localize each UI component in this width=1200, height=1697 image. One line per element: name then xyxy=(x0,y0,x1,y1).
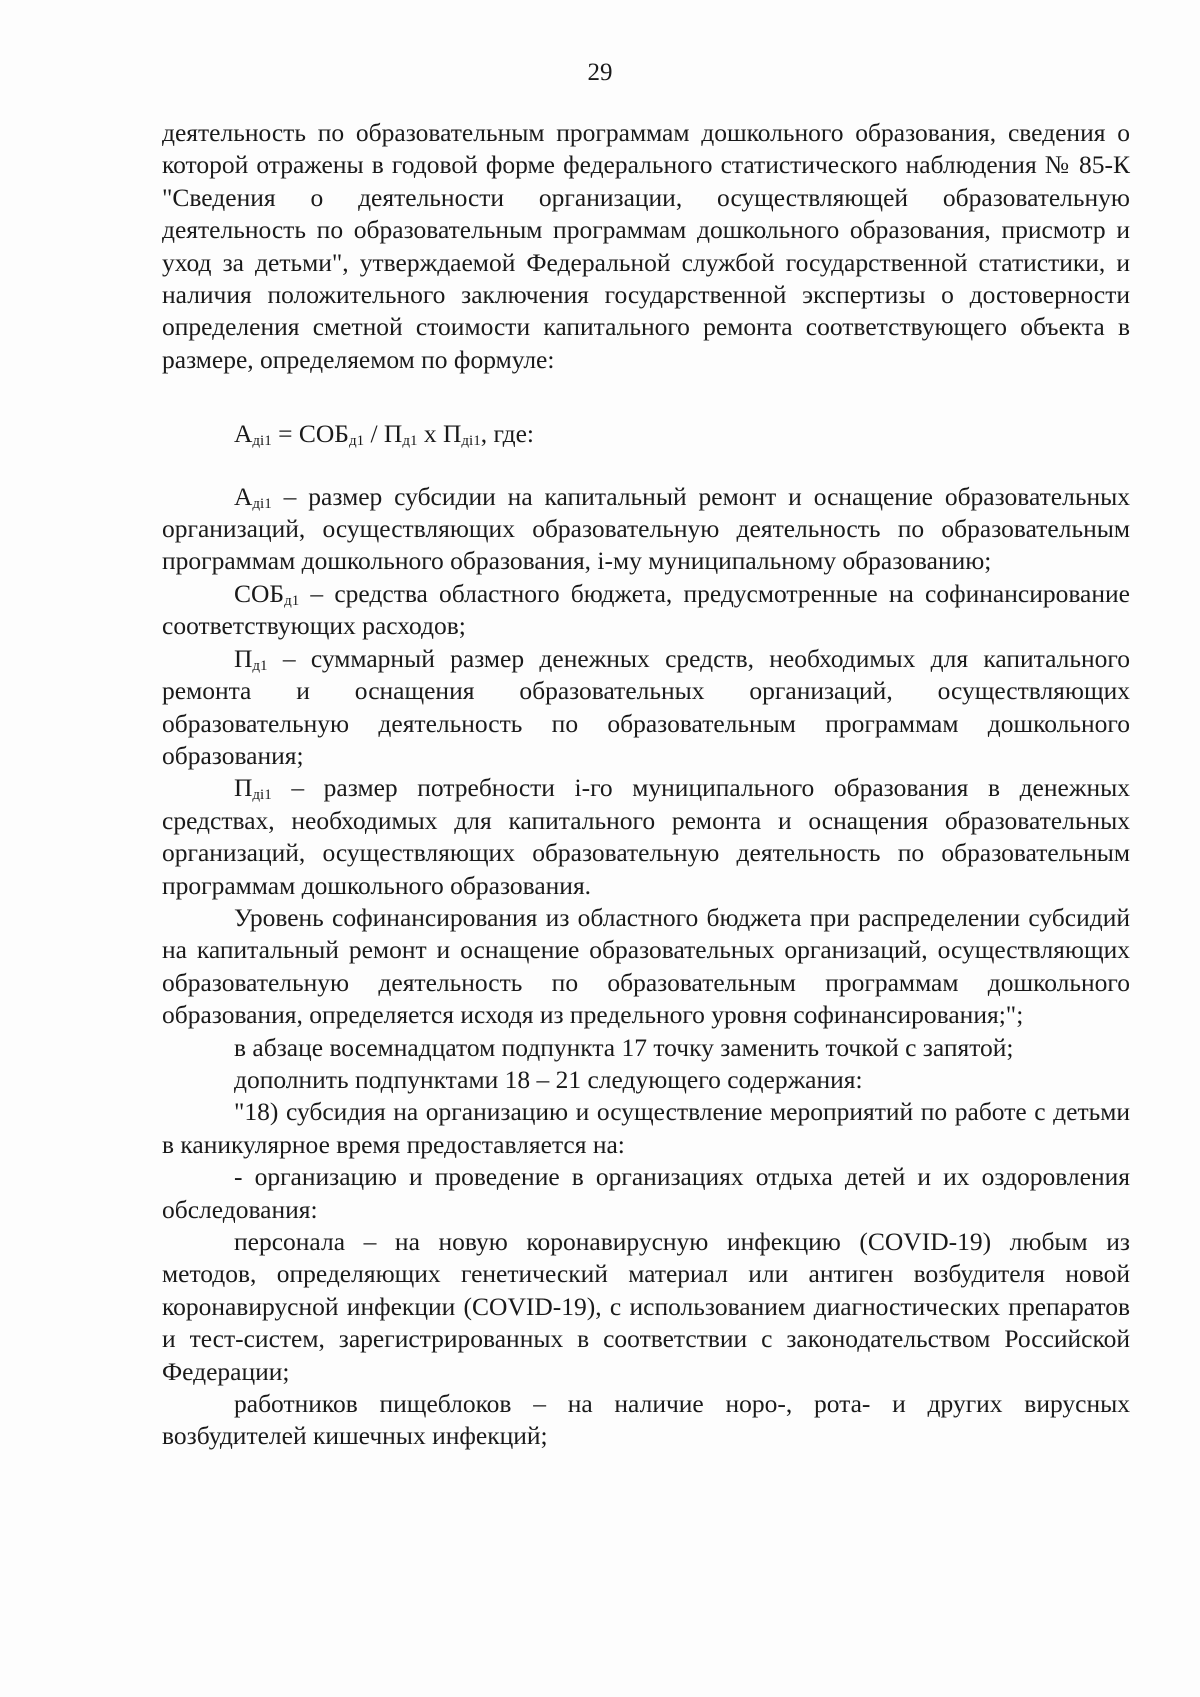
formula-subscript: дi1 xyxy=(252,433,272,450)
formula-subscript: дi1 xyxy=(461,433,481,450)
formula-part: х П xyxy=(417,419,462,449)
definition-p xyxy=(162,643,1130,773)
paragraph-staff-covid: персонала – на новую коронавирусную инфекцию (COVID-19) любым из методов, определяющих генетический материал или антиген возбудителя новой коронавирусной инфекции (COVID-19), с использованием диагностических препаратов и тест-систем, зарегистрированных в соответствии с законодательством Российской Федерации; xyxy=(162,1227,1130,1386)
definition-symbol: П xyxy=(234,773,253,803)
formula-subscript: д1 xyxy=(348,433,365,450)
formula-part: , где: xyxy=(480,419,535,449)
definition-subscript: д1 xyxy=(252,657,268,674)
intro-paragraph: деятельность по образовательным программам дошкольного образования, сведения о которой отражены в годовой форме федерального статистического наблюдения № 85-К "Сведения о деятельности организации, осуществляющей образовательную деятельность по образовательным программам дошкольного образования, присмотр и уход за детьми", утверждаемой Федеральной службой государственной статистики, и наличия положительного заключения государственной экспертизы о достоверности определения сметной стоимости капитального ремонта соответствующего объекта в размере, определяемом по формуле: xyxy=(162,118,1130,374)
page-number: 29 xyxy=(587,59,613,86)
definition-subscript: д1 xyxy=(284,592,300,609)
paragraph-add-subitems: дополнить подпунктами 18 – 21 следующего содержания: xyxy=(234,1064,863,1094)
paragraph-examination: - организацию и проведение в организациях отдыха детей и их оздоровления обследования: xyxy=(162,1162,1130,1224)
definition-text: – размер субсидии на капитальный ремонт и оснащение образовательных организаций, осуществляющих образовательную деятельность по образовательным программам дошкольного образования, i-му муниципальному образованию; xyxy=(162,481,1130,576)
paragraph-amendment-17: в абзаце восемнадцатом подпункта 17 точку заменить точкой с запятой; xyxy=(234,1032,1014,1062)
definition-symbol: П xyxy=(234,643,253,673)
definition-text: – суммарный размер денежных средств, необходимых для капитального ремонта и оснащения образовательных организаций, осуществляющих образовательную деятельность по образовательным программам дошкольного образования; xyxy=(162,643,1130,770)
definition-symbol: А xyxy=(234,481,253,511)
definition-text: – размер потребности i-го муниципального образования в денежных средствах, необходимых для капитального ремонта и оснащения образовательных организаций, осуществляющих образовательную деятельность по образовательным программам дошкольного образования. xyxy=(162,773,1130,900)
formula-symbol-a: А xyxy=(234,419,253,449)
definition-a xyxy=(162,481,1130,578)
definition-text: – средства областного бюджета, предусмотренные на софинансирование соответствующих расходов; xyxy=(162,578,1130,641)
definition-symbol: СОБ xyxy=(234,578,285,608)
definition-subscript: дi1 xyxy=(252,787,272,804)
formula-subscript: д1 xyxy=(402,433,418,450)
document-body xyxy=(162,117,1130,1453)
paragraph-cofinancing-level: Уровень софинансирования из областного бюджета при распределении субсидий на капитальный ремонт и оснащение образовательных организаций, осуществляющих образовательную деятельность по образовательным программам дошкольного образования, определяется исходя из предельного уровня софинансирования;"; xyxy=(162,902,1130,1030)
definition-sob xyxy=(162,578,1130,643)
formula-part: / П xyxy=(364,419,403,449)
definition-pi xyxy=(162,772,1130,902)
paragraph-kitchen-workers: работников пищеблоков – на наличие норо-, рота- и других вирусных возбудителей кишечных инфекций; xyxy=(162,1389,1130,1451)
formula xyxy=(234,418,1130,450)
paragraph-subitem-18: "18) субсидия на организацию и осуществление мероприятий по работе с детьми в каникулярное время предоставляется на: xyxy=(162,1097,1130,1159)
definition-subscript: дi1 xyxy=(252,495,272,512)
formula-part: = СОБ xyxy=(271,419,349,449)
